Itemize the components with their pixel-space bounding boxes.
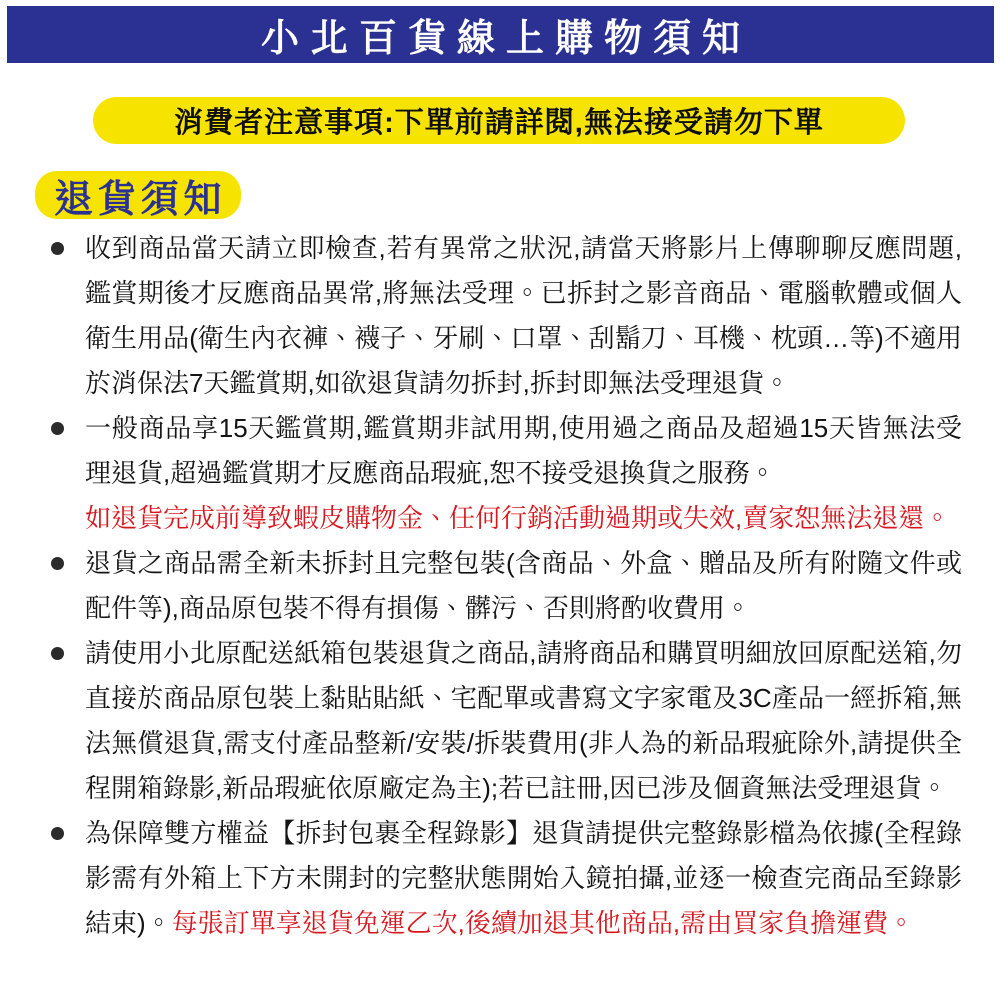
section-heading-title: 退貨須知 [54, 178, 227, 221]
policy-text: 一般商品享15天鑑賞期,鑑賞期非試用期,使用過之商品及超過15天皆無法受理退貨,超過鑑賞期才反應商品瑕疵,恕不接受退換貨之服務。 [85, 413, 962, 488]
notice-banner-text: 消費者注意事項:下單前請詳閱,無法接受請勿下單 [174, 107, 824, 139]
notice-banner [93, 97, 905, 144]
policy-item [85, 541, 962, 631]
policy-item [85, 631, 962, 811]
policy-text: 為保障雙方權益【拆封包裹全程錄影】退貨請提供完整錄影檔為依據(全程錄影需有外箱上下方未開封的完整狀態開始入鏡拍攝,並逐一檢查完商品至錄影結束)。 [85, 818, 962, 938]
policy-warning-text: 每張訂單享退貨免運乙次,後續加退其他商品,需由買家負擔運費。 [171, 908, 915, 938]
policy-warning-text: 如退貨完成前導致蝦皮購物金、任何行銷活動過期或失效,賣家恕無法退還。 [85, 503, 951, 533]
policy-text: 請使用小北原配送紙箱包裝退貨之商品,請將商品和購買明細放回原配送箱,勿直接於商品原包裝上黏貼貼紙、宅配單或書寫文字家電及3C產品一經拆箱,無法無償退貨,需支付產品整新/安裝/拆裝費用(非人為的新品瑕疵除外,請提供全程開箱錄影,新品瑕疵依原廠定為主);若已註冊,因已涉及個資無法受理退貨。 [85, 638, 962, 803]
policy-list [85, 226, 962, 946]
header-banner [7, 6, 994, 63]
policy-text: 收到商品當天請立即檢查,若有異常之狀況,請當天將影片上傳聊聊反應問題,鑑賞期後才反應商品異常,將無法受理。已拆封之影音商品、電腦軟體或個人衛生用品(衛生內衣褲、襪子、牙刷、口罩、刮鬍刀、耳機、枕頭…等)不適用於消保法7天鑑賞期,如欲退貨請勿拆封,拆封即無法受理退貨。 [85, 233, 962, 398]
policy-text: 退貨之商品需全新未拆封且完整包裝(含商品、外盒、贈品及所有附隨文件或配件等),商品原包裝不得有損傷、髒污、否則將酌收費用。 [85, 548, 962, 623]
policy-item [85, 811, 962, 946]
policy-item [85, 406, 962, 541]
policy-item [85, 226, 962, 406]
bullet-dot-icon [51, 242, 64, 255]
bullet-dot-icon [51, 647, 64, 660]
page-title: 小北百貨線上購物須知 [260, 18, 751, 60]
section-heading-pill [35, 171, 241, 219]
bullet-dot-icon [51, 557, 64, 570]
bullet-dot-icon [51, 422, 64, 435]
bullet-dot-icon [51, 827, 64, 840]
